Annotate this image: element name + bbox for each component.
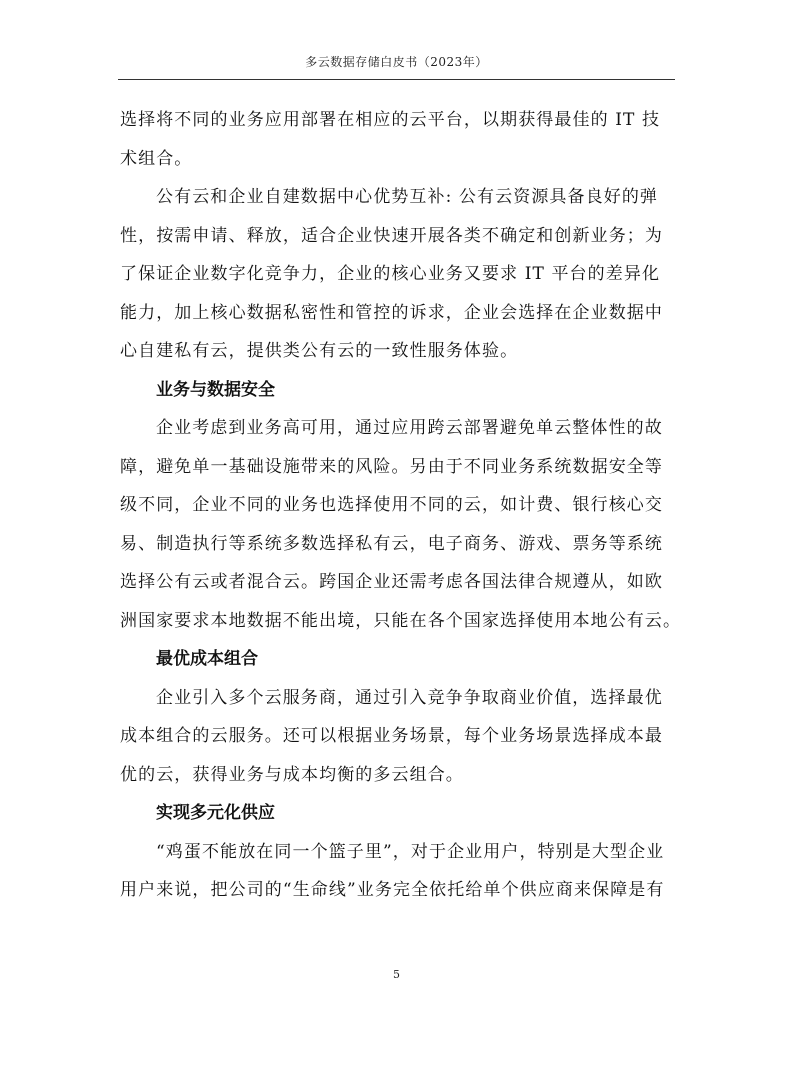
text-line: 性，按需申请、释放，适合企业快速开展各类不确定和创新业务；为	[120, 225, 663, 246]
text-line: 术组合。	[120, 148, 193, 169]
header-rule	[118, 79, 675, 80]
text-line: 洲国家要求本地数据不能出境，只能在各个国家选择使用本地公有云。	[120, 610, 682, 631]
text-line: 级不同，企业不同的业务也选择使用不同的云，如计费、银行核心交	[120, 495, 663, 515]
text-line: 能力，加上核心数据私密性和管控的诉求，企业会选择在企业数据中	[120, 302, 663, 323]
text-line: 障，避免单一基础设施带来的风险。另由于不同业务系统数据安全等	[120, 456, 663, 477]
text-line: 选择公有云或者混合云。跨国企业还需考虑各国法律合规遵从，如欧	[120, 572, 663, 592]
text-line: 优的云，获得业务与成本均衡的多云组合。	[120, 764, 464, 785]
text-line: 成本组合的云服务。还可以根据业务场景，每个业务场景选择成本最	[120, 726, 663, 746]
text-line: 公有云和企业自建数据中心优势互补: 公有云资源具备良好的弹	[156, 187, 659, 207]
section-heading: 业务与数据安全	[156, 379, 275, 400]
text-line: 企业考虑到业务高可用，通过应用跨云部署避免单云整体性的故	[156, 418, 663, 438]
text-line: 选择将不同的业务应用部署在相应的云平台，以期获得最佳的 IT 技	[120, 110, 661, 130]
page-number: 5	[393, 968, 400, 981]
section-heading: 实现多元化供应	[156, 803, 275, 823]
text-line: 易、制造执行等系统多数选择私有云，电子商务、游戏、票务等系统	[120, 533, 663, 554]
paragraph	[120, 178, 672, 371]
document-body	[120, 101, 682, 910]
text-line: 用户来说，把公司的“生命线”业务完全依托给单个供应商来保障是有	[120, 880, 665, 900]
text-line: 心自建私有云，提供类公有云的一致性服务体验。	[120, 341, 519, 361]
running-header: 多云数据存储白皮书（2023年）	[305, 55, 488, 69]
paragraph	[120, 101, 672, 178]
text-line: 企业引入多个云服务商，通过引入竞争争取商业价值，选择最优	[156, 687, 663, 708]
text-line: “鸡蛋不能放在同一个篮子里”，对于企业用户，特别是大型企业	[156, 841, 665, 862]
paragraph	[120, 833, 672, 910]
paragraph	[120, 679, 672, 795]
paragraph	[120, 409, 682, 640]
section-heading: 最优成本组合	[156, 649, 258, 669]
text-line: 了保证企业数字化竞争力，企业的核心业务又要求 IT 平台的差异化	[120, 264, 661, 284]
